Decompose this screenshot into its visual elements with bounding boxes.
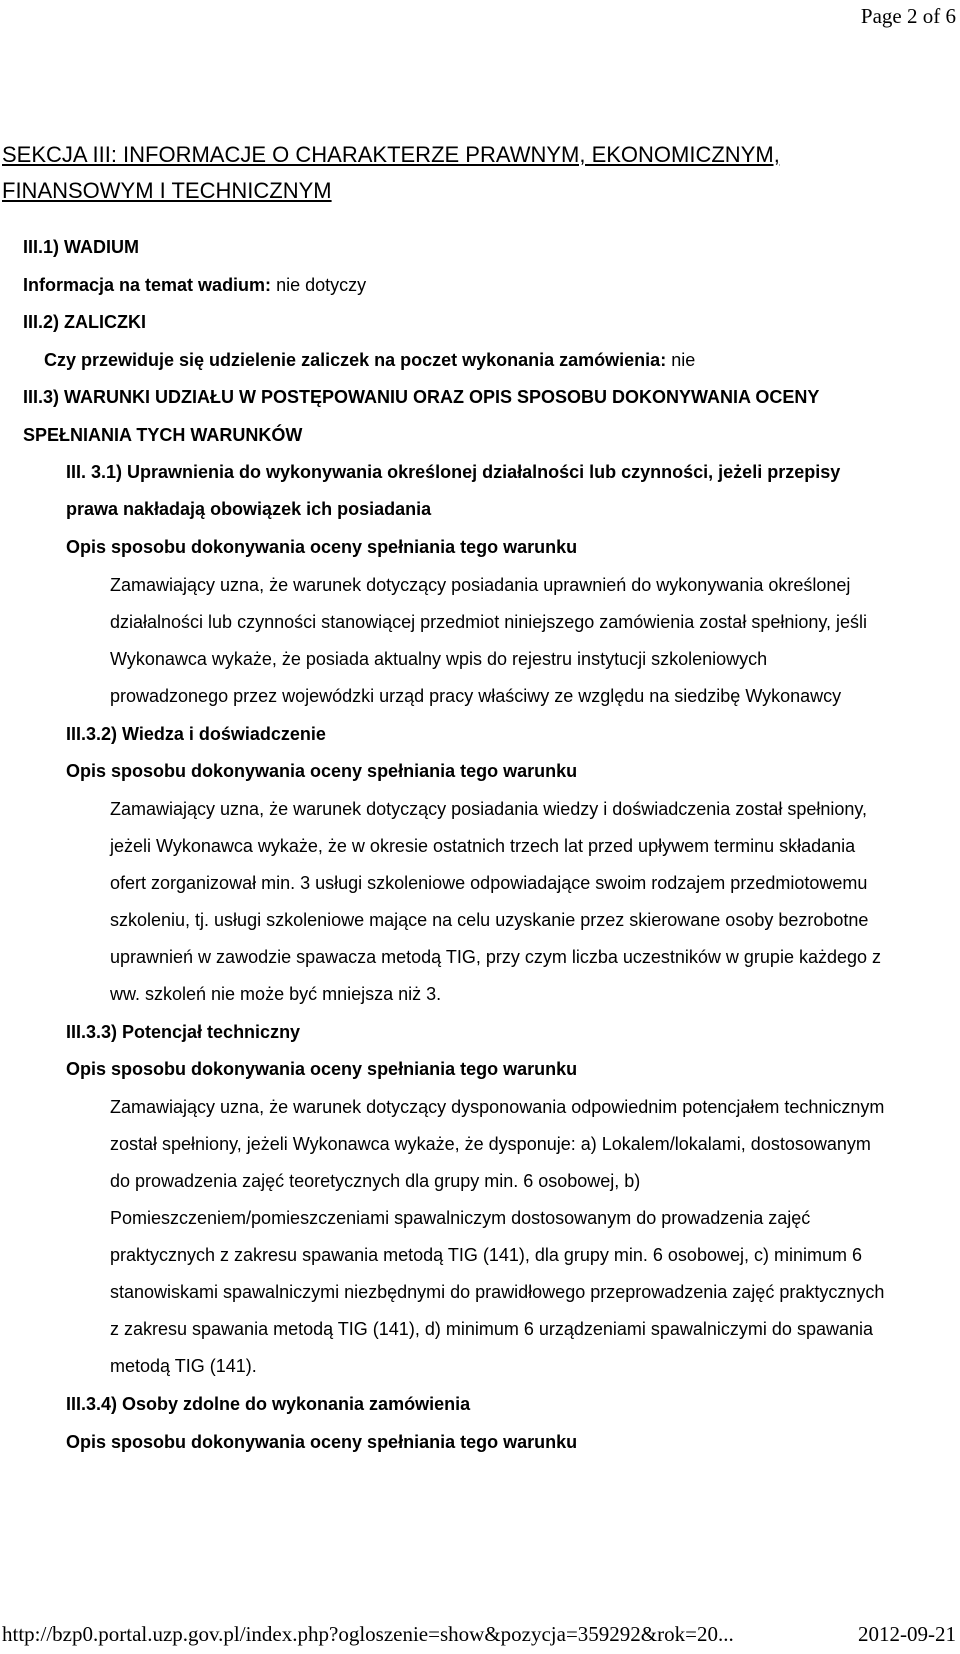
- uprawnienia-body-line: Zamawiający uzna, że warunek dotyczący posiadania uprawnień do wykonywania określonej: [110, 575, 851, 595]
- wadium-info: [23, 275, 366, 295]
- zaliczki-question: [44, 350, 695, 370]
- wiedza-body-line: szkoleniu, tj. usługi szkoleniowe mające na celu uzyskanie przez skierowane osoby bezrobotne: [110, 910, 869, 930]
- potencjal-body-line: metodą TIG (141).: [110, 1356, 257, 1376]
- wiedza-body-line: ofert zorganizował min. 3 usługi szkoleniowe odpowiadające swoim rodzajem przedmiotowemu: [110, 873, 868, 893]
- potencjal-body-line: Zamawiający uzna, że warunek dotyczący dysponowania odpowiednim potencjałem technicznym: [110, 1097, 885, 1117]
- zaliczki-question-value: nie: [666, 350, 696, 370]
- section-title-line1: SEKCJA III: INFORMACJE O CHARAKTERZE PRAWNYM, EKONOMICZNYM,: [2, 142, 780, 167]
- osoby-opis-label: Opis sposobu dokonywania oceny spełniania tego warunku: [66, 1432, 578, 1452]
- uprawnienia-opis-label: Opis sposobu dokonywania oceny spełniania tego warunku: [66, 537, 578, 557]
- wadium-heading: III.1) WADIUM: [23, 237, 139, 257]
- wiedza-body-line: Zamawiający uzna, że warunek dotyczący posiadania wiedzy i doświadczenia został spełniony,: [110, 799, 868, 819]
- potencjal-body-line: praktycznych z zakresu spawania metodą TIG (141), dla grupy min. 6 osobowej, c) minimum 6: [110, 1245, 862, 1265]
- uprawnienia-heading-line2: prawa nakładają obowiązek ich posiadania: [66, 499, 432, 519]
- zaliczki-question-label: Czy przewiduje się udzielenie zaliczek na poczet wykonania zamówienia:: [44, 350, 667, 370]
- uprawnienia-body-line: działalności lub czynności stanowiącej przedmiot niniejszego zamówienia został spełniony, jeśli: [110, 612, 868, 632]
- warunki-heading-line1: III.3) WARUNKI UDZIAŁU W POSTĘPOWANIU ORAZ OPIS SPOSOBU DOKONYWANIA OCENY: [23, 387, 820, 407]
- uprawnienia-body-line: Wykonawca wykaże, że posiada aktualny wpis do rejestru instytucji szkoleniowych: [110, 649, 768, 669]
- footer-url: http://bzp0.portal.uzp.gov.pl/index.php?ogloszenie=show&pozycja=359292&rok=20...: [2, 1622, 734, 1646]
- potencjal-body-line: stanowiskami spawalniczymi niezbędnymi do prawidłowego przeprowadzenia zajęć praktycznych: [110, 1282, 885, 1302]
- potencjal-heading: III.3.3) Potencjał techniczny: [66, 1022, 301, 1042]
- wiedza-heading: III.3.2) Wiedza i doświadczenie: [66, 724, 326, 744]
- zaliczki-heading: III.2) ZALICZKI: [23, 312, 146, 332]
- wiedza-body-line: ww. szkoleń nie może być mniejsza niż 3.: [110, 984, 442, 1004]
- potencjal-opis-label: Opis sposobu dokonywania oceny spełniania tego warunku: [66, 1059, 578, 1079]
- wiedza-body-line: uprawnień w zawodzie spawacza metodą TIG, przy czym liczba uczestników w grupie każdego z: [110, 947, 882, 967]
- potencjal-body-line: do prowadzenia zajęć teoretycznych dla grupy min. 6 osobowej, b): [110, 1171, 641, 1191]
- potencjal-body-line: z zakresu spawania metodą TIG (141), d) minimum 6 urządzeniami spawalniczymi do spawania: [110, 1319, 873, 1339]
- warunki-heading-line2: SPEŁNIANIA TYCH WARUNKÓW: [23, 425, 303, 445]
- wiedza-opis-label: Opis sposobu dokonywania oceny spełniania tego warunku: [66, 761, 578, 781]
- wadium-info-label: Informacja na temat wadium:: [23, 275, 272, 295]
- wiedza-body-line: jeżeli Wykonawca wykaże, że w okresie ostatnich trzech lat przed upływem terminu składania: [110, 836, 856, 856]
- footer-date: 2012-09-21: [858, 1622, 956, 1646]
- wadium-info-value: nie dotyczy: [271, 275, 367, 295]
- section-title-line2: FINANSOWYM I TECHNICZNYM: [2, 178, 332, 203]
- potencjal-body-line: został spełniony, jeżeli Wykonawca wykaże, że dysponuje: a) Lokalem/lokalami, dostosowanym: [110, 1134, 871, 1154]
- page-number: Page 2 of 6: [860, 4, 956, 28]
- uprawnienia-body-line: prowadzonego przez wojewódzki urząd pracy właściwy ze względu na siedzibę Wykonawcy: [110, 686, 842, 706]
- potencjal-body-line: Pomieszczeniem/pomieszczeniami spawalniczym dostosowanym do prowadzenia zajęć: [110, 1208, 811, 1228]
- osoby-heading: III.3.4) Osoby zdolne do wykonania zamówienia: [66, 1394, 471, 1414]
- uprawnienia-heading-line1: III. 3.1) Uprawnienia do wykonywania określonej działalności lub czynności, jeżeli przepisy: [66, 462, 841, 482]
